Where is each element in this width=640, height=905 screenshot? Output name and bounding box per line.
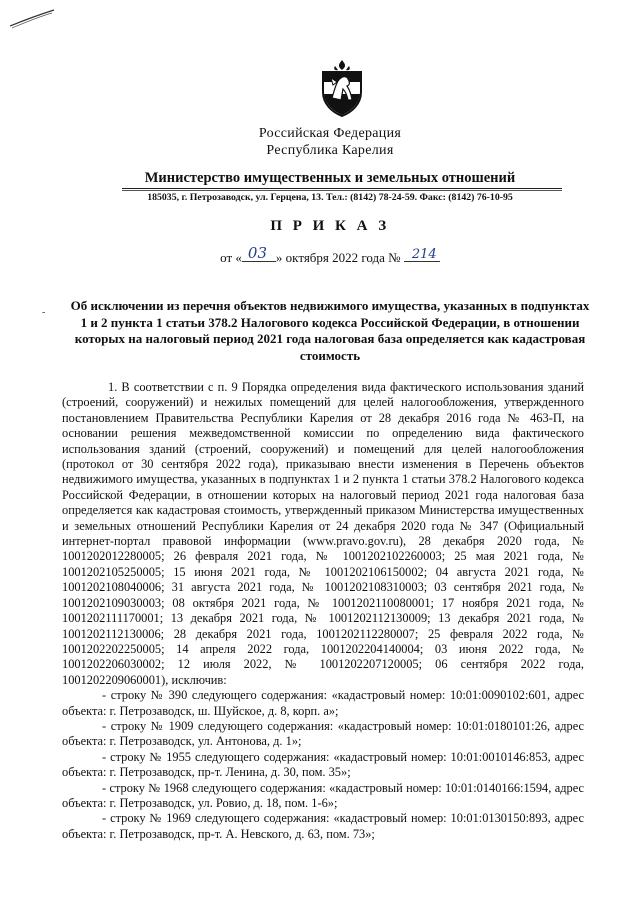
document-type-heading: П Р И К А З [270,218,390,234]
order-day-handwritten: 03 [247,244,268,262]
margin-mark: ‐ [42,307,46,318]
scribble-mark [8,8,56,30]
ministry-name: Министерство имущественных и земельных отношений [144,170,516,186]
order-date-prefix: от « [220,250,242,265]
main-paragraph: 1. В соответствии с п. 9 Порядка определения вида фактического использования зданий (строений, сооружений) и нежилых помещений для целей налогообложения, утвержденного постановлением Правительства Республики Карелия от 28 декабря 2016 года № 463-П, на основании решения межведомственной комиссии по определению вида фактического использования зданий (строений, сооружений) и помещений для целей налогообложения (протокол от 30 сентября 2022 года), приказываю внести изменения в Перечень объектов недвижимого имущества, указанных в подпунктах 1 и 2 пункта 1 статьи 378.2 Налогового кодекса Российской Федерации, в отношении которых на налоговый период 2021 года налоговая база определяется как кадастровая стоимость, утвержденный приказом Министерства имущественных и земельных отношений Республики Карелия от 24 декабря 2020 года № 347 (Официальный интернет-портал правовой информации (www.pravo.gov.ru), 28 декабря 2020 года, № 1001202012280005; 26 февраля 2021 года, № 1001202102260003; 25 мая 2021 года, № 1001202105250005; 15 июня 2021 года, № 1001202106150002; 04 августа 2021 года, № 1001202108040006; 31 августа 2021 года, № 1001202108310003; 03 сентября 2021 года, № 1001202109030003; 08 октября 2021 года, № 1001202110080001; 17 ноября 2021 года, № 1001202111170001; 13 декабря 2021 года, № 1001202112130009; 13 декабря 2021 года, № 1001202112130006; 28 декабря 2021 года, 1001202112280007; 25 февраля 2022 года, № 1001202202250005; 14 апреля 2022 года, 1001202204140004; 03 июня 2022 года, № 1001202206030002; 12 июля 2022, № 1001202207120005; 06 сентября 2022 года, 1001202209060001), исключив: [62,380,584,687]
excluded-row-item: - строку № 1909 следующего содержания: «кадастровый номер: 10:01:0180101:26, адрес объекта: г. Петрозаводск, ул. Антонова, д. 1»; [62,718,584,749]
ministry-address: 185035, г. Петрозаводск, ул. Герцена, 13. Тел.: (8142) 78-24-59. Факс: (8142) 76-10-95 [147,192,513,203]
order-title: Об исключении из перечня объектов недвижимого имущества, указанных в подпунктах 1 и 2 пункта 1 статьи 378.2 Налогового кодекса Российской Федерации, в отношении которых на налоговый период 2021 года налоговая база определяется как кадастровая стоимость [70,298,590,363]
republic-name: Республика Карелия [266,143,394,158]
order-body [62,380,584,842]
header-divider-thin [122,190,562,191]
order-number-handwritten: 214 [411,247,437,262]
excluded-row-item: - строку № 1955 следующего содержания: «кадастровый номер: 10:01:0010146:853, адрес объекта: г. Петрозаводск, пр-т. Ленина, д. 30, пом. 35»; [62,749,584,780]
excluded-row-item: - строку № 1968 следующего содержания: «кадастровый номер: 10:01:0140166:1594, адрес объекта: г. Петрозаводск, ул. Ровио, д. 18, пом. 1-6»; [62,780,584,810]
excluded-row-item: - строку № 390 следующего содержания: «кадастровый номер: 10:01:0090102:601, адрес объекта: г. Петрозаводск, ш. Шуйское, д. 8, корп. а»; [62,688,584,718]
excluded-row-item: - строку № 1969 следующего содержания: «кадастровый номер: 10:01:0130150:893, адрес объекта: г. Петрозаводск, пр-т. А. Невского, д. 63, пом. 73»; [62,811,584,841]
order-date-rest: » октября 2022 года № [275,250,401,265]
order-number-field [404,248,440,262]
karelia-coat-of-arms-icon [317,58,367,118]
country-name: Российская Федерация [258,126,402,141]
order-date-number-line [0,244,640,266]
order-day-field [242,244,276,262]
